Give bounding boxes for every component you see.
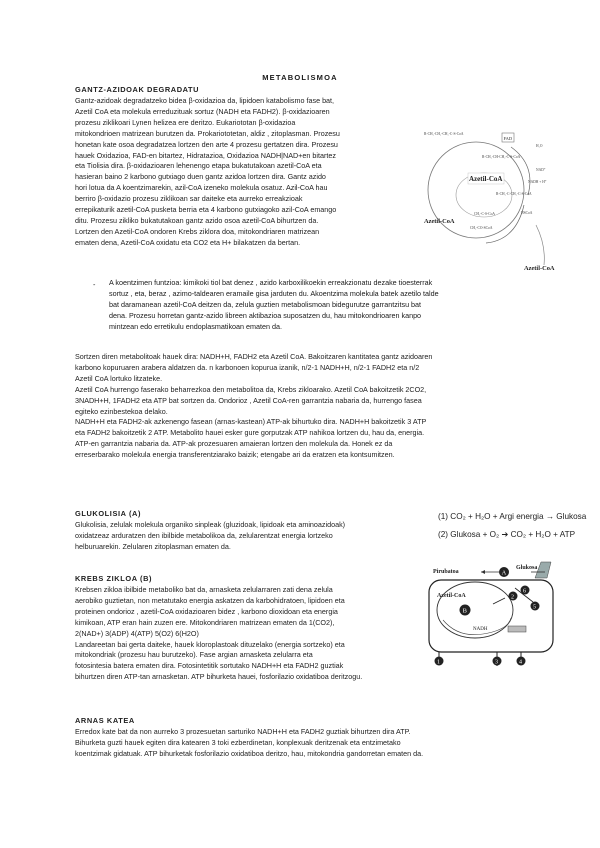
text-line: A koentzimen funtzioa: kimikoki tiol bat denez , azido karboxilikoekin erreakzionatu dezake tioesterrak: [109, 278, 433, 287]
num-1: 1: [437, 659, 440, 666]
text-line: erreserbarako molekula energia transferentziarako baizik; etengabe ari da eratzen eta kontsumitzen.: [75, 450, 395, 460]
azetil-coa-label: Azetil-CoA: [437, 593, 466, 599]
beta-oxidation-diagram: [416, 125, 566, 275]
text-line: mintzean edo erretikulu endoplasmatikoan ematen da.: [109, 321, 283, 331]
krebs-cell-diagram: [423, 558, 563, 673]
text-line: Bihurketa guzti hauek egiten dira katearen 3 toki ezberdinetan, konplexuak deritzenak eta entzimetako: [75, 737, 401, 747]
text-line: prozesu ziklikoari Lynen helizea ere deritzo. Eukariototan β-oxidazioa: [75, 117, 296, 127]
text-line: ematen dena, Azetil-CoA oxidatu eta CO2 eta H+ bilakatzen da bertan.: [75, 237, 301, 247]
text-line: NADH+H eta FADH2-ak azkenengo fasean (arnas-kastean) ATP-ak bihurtuko dira. NADH+H bakoitzetik 3 ATP: [75, 417, 427, 427]
fig1-label: R-CH₂-CH-CH₂-C-S-CoA: [482, 155, 521, 159]
num-6: 6: [523, 588, 526, 595]
text-line: 3NADH+H, 1FADH2 eta ATP bat sortzen da. Ondorioz , Azetil CoA-ren garrantzia nabaria da, hurrengo fasea: [75, 395, 422, 405]
text-line: Lortzen den Azetil-CoA ondoren Krebs ziklora doa, mitokondriaren matrizean: [75, 226, 320, 236]
num-4: 4: [519, 659, 522, 666]
text-line: kimikoan, ATP eran hain zuzen ere. Mitokondriaren matrizean ematen da 1(CO2),: [75, 617, 335, 627]
metabolitoak-paragraph: [75, 352, 545, 461]
text-line: Gantz-azidoak degradatzeko bidea β-oxidazioa da, lipidoen katabolismo fase bat,: [75, 96, 335, 105]
text-line: koentzimak gidatuak. ATP bihurketak fosforilazio oxidatiboa deritzo, hau, mitokondria gandorretan ematen da.: [75, 748, 424, 758]
text-line: Azetil CoA hurrengo faserako beharrezkoa den metabolitoa da, Krebs zikloarako. Azetil CoA bakoitzetik 2CO2,: [75, 384, 427, 394]
center-azetil-label: Azetil-CoA: [469, 175, 503, 183]
text-line: hauek Oxidazioa, FAD-en bitartez, Hidratazioa, Oxidazioa NADH|NAD+en bitartez: [75, 150, 336, 160]
fig1-label: HSCoA: [521, 211, 533, 215]
fig1-label: H₂O: [536, 144, 543, 148]
text-line: dena. Prozesu horretan gantz-azido libreen aktibazioa suposatzen du, hau mitokondrioaren kanpo: [109, 310, 422, 320]
krebs-paragraph: [75, 585, 425, 683]
text-line: fotosintesia batera ematen dira. Fotosintetitik sortutako NADH+H eta FADH2 guztiak: [75, 661, 344, 671]
arnas-paragraph: [75, 727, 545, 760]
text-line: egiteko ezinbestekoa delako.: [75, 406, 168, 416]
section-heading-krebs: KREBS ZIKLOA (B): [75, 574, 153, 583]
text-line: 2(NAD+) 3(ADP) 4(ATP) 5(O2) 6(H2O): [75, 628, 199, 638]
text-line: aerobiko guztietan, non metatutako energia askatzen da karbohidratoen, lipidoen eta: [75, 595, 345, 605]
text-line: errepikaturik azetil-CoA pusketa berria eta 4 karbono gutxiagoko azil-CoA emango: [75, 205, 337, 215]
equation-top-cut: [438, 512, 587, 523]
text-line: mitokondriak (prozesu hau burutzeko). Fase argian arnasketa zelularra eta: [75, 650, 313, 660]
text-line: Azetil CoA eta molekula erreduzituak sortuz (NADH eta FADH2). β-oxidazioaren: [75, 106, 330, 116]
num-3: 3: [495, 659, 498, 666]
text-line: honetan kate osoa degradatzea lortzen den arte 4 prozesu gertatzen dira. Prozesu: [75, 139, 338, 149]
text-line: ATP-en garrantzia nabaria da. ATP-ak prozesuaren amaieran lortzen den molekula da. Honek ez da: [75, 439, 393, 449]
text-line: hasieran baino 2 karbono gutxiago duen gantz azidoa lortzen dira. Gantz azido: [75, 172, 326, 182]
glukosa-equation: (2) Glukosa + O₂ ➔ CO₂ + H₂O + ATP: [438, 530, 576, 539]
equation-top: (1) CO₂ + H₂O + Argi energia → Glukosa: [438, 512, 587, 521]
fig1-label: R-CH₂-CH₂-CH₂-C-S-CoA: [424, 132, 464, 136]
text-line: karbono kopuruaren arabera aldatzen da. n karbonoen kopurua izanik, n/2-1 NADH+H, n/2-1 FADH2 eta n/2: [75, 362, 420, 372]
fad-box-label: FAD: [503, 136, 513, 141]
text-line: berriro β-oxidazio prozesu ziklikoan sar daiteke eta aurreko erreakzioak: [75, 194, 303, 204]
bottom-left-azetil-label: Azetil-CoA: [424, 218, 455, 225]
gantz-paragraph: [75, 96, 415, 249]
text-line: helburuarekin. Zelularen zitoplasman ematen da.: [75, 541, 231, 551]
koentzima-bullet: [109, 278, 549, 333]
text-line: hori lotua da A koentzimarekin, azil-CoA izeneko molekula osatuz. Azil-CoA hau: [75, 183, 328, 193]
nadh-label: NADH: [473, 627, 488, 632]
num-5: 5: [533, 604, 536, 611]
fig1-label: R-CH₂-C-CH₂-C-S-CoA: [496, 192, 532, 196]
text-line: Landareetan bai gerta daiteke, hauek kloroplastoak dituzelako (energia sortzeko) eta: [75, 639, 345, 649]
section-heading-glukolisia: GLUKOLISIA (A): [75, 509, 142, 518]
text-line: bihurtzen diren ATP-tan arnasketan. ATP bihurketa hauei, fosforilazio oxidatiboa deritzogu.: [75, 672, 363, 682]
fig1-label: NAD⁺: [536, 168, 546, 172]
glukolisia-paragraph: [75, 520, 425, 553]
fig1-label: CH₃-CO-SCoA: [470, 226, 493, 230]
page-title: METABOLISMOA: [262, 73, 338, 82]
text-line: ditu. Prozesu zikliko bukatutakoan gantz azido osoa azetil-CoA bihurtzen da.: [75, 215, 319, 225]
pirubatoa-label: Pirubatoa: [433, 569, 459, 575]
glukosa-label: Glukosa: [516, 565, 538, 571]
text-line: oxidatzeaz arduratzen den ibilbide metabolikoa da, zelularentzat energia lortzeko: [75, 530, 333, 540]
text-line: Glukolisia, zelulak molekula organiko sinpleak (gluzidoak, lipidoak eta aminoazidoak): [75, 520, 346, 529]
text-line: Krebsen zikloa ibilbide metaboliko bat da, arnasketa zelularraren zati dena zelula: [75, 585, 333, 594]
text-line: bat daramanean azetil-CoA deitzen da, zelula guztien metabolismoan bidegurutze garrantzitsu bat: [109, 299, 422, 309]
text-line: proteinen ondorioz , azetil-CoA oxidazioaren bidez , karbono dioxidoan eta energia: [75, 606, 338, 616]
fig1-label: CH₃-C-S-CoA: [474, 212, 496, 216]
text-line: sortuz , eta, beraz , azimo-taldearen eramaile gisa jarduten du. Akoentzima molekula batek azetilo talde: [109, 288, 439, 298]
num-2: 2: [511, 594, 514, 601]
bullet-dash: -: [93, 280, 96, 289]
text-line: mitokondrioen matrizean burutzen da. Prokariototetan, aldiz , zitoplasman. Prozesu: [75, 128, 340, 138]
bottom-right-azetil-label: Azetil-CoA: [524, 265, 555, 272]
circle-a-label: A: [501, 569, 507, 577]
text-line: Azetil CoA lortuko litzateke.: [75, 373, 163, 383]
text-line: eta Tiolisia dira. β-oxidazioaren lehenengo etapa bukatutakoan azetil-CoA eta: [75, 161, 322, 171]
text-line: Erredox kate bat da non aurreko 3 prozesuetan sarturiko NADH+H eta FADH2 guztiak bihurtzen dira ATP.: [75, 727, 411, 736]
section-heading-gantz: GANTZ-AZIDOAK DEGRADATU: [75, 85, 200, 94]
text-line: Sortzen diren metabolitoak hauek dira: NADH+H, FADH2 eta Azetil CoA. Bakoitzaren kantitatea gantz azidoaren: [75, 352, 433, 361]
text-line: eta FADH2 bakoitzetik 2 ATP. Metabolito hauei esker gure gorputzak ATP nahikoa lortzen du, hau da, energia.: [75, 428, 425, 438]
circle-b-label: B: [462, 607, 467, 615]
section-heading-arnas: ARNAS KATEA: [75, 716, 135, 725]
fig1-label: NADH + H⁺: [528, 180, 547, 184]
